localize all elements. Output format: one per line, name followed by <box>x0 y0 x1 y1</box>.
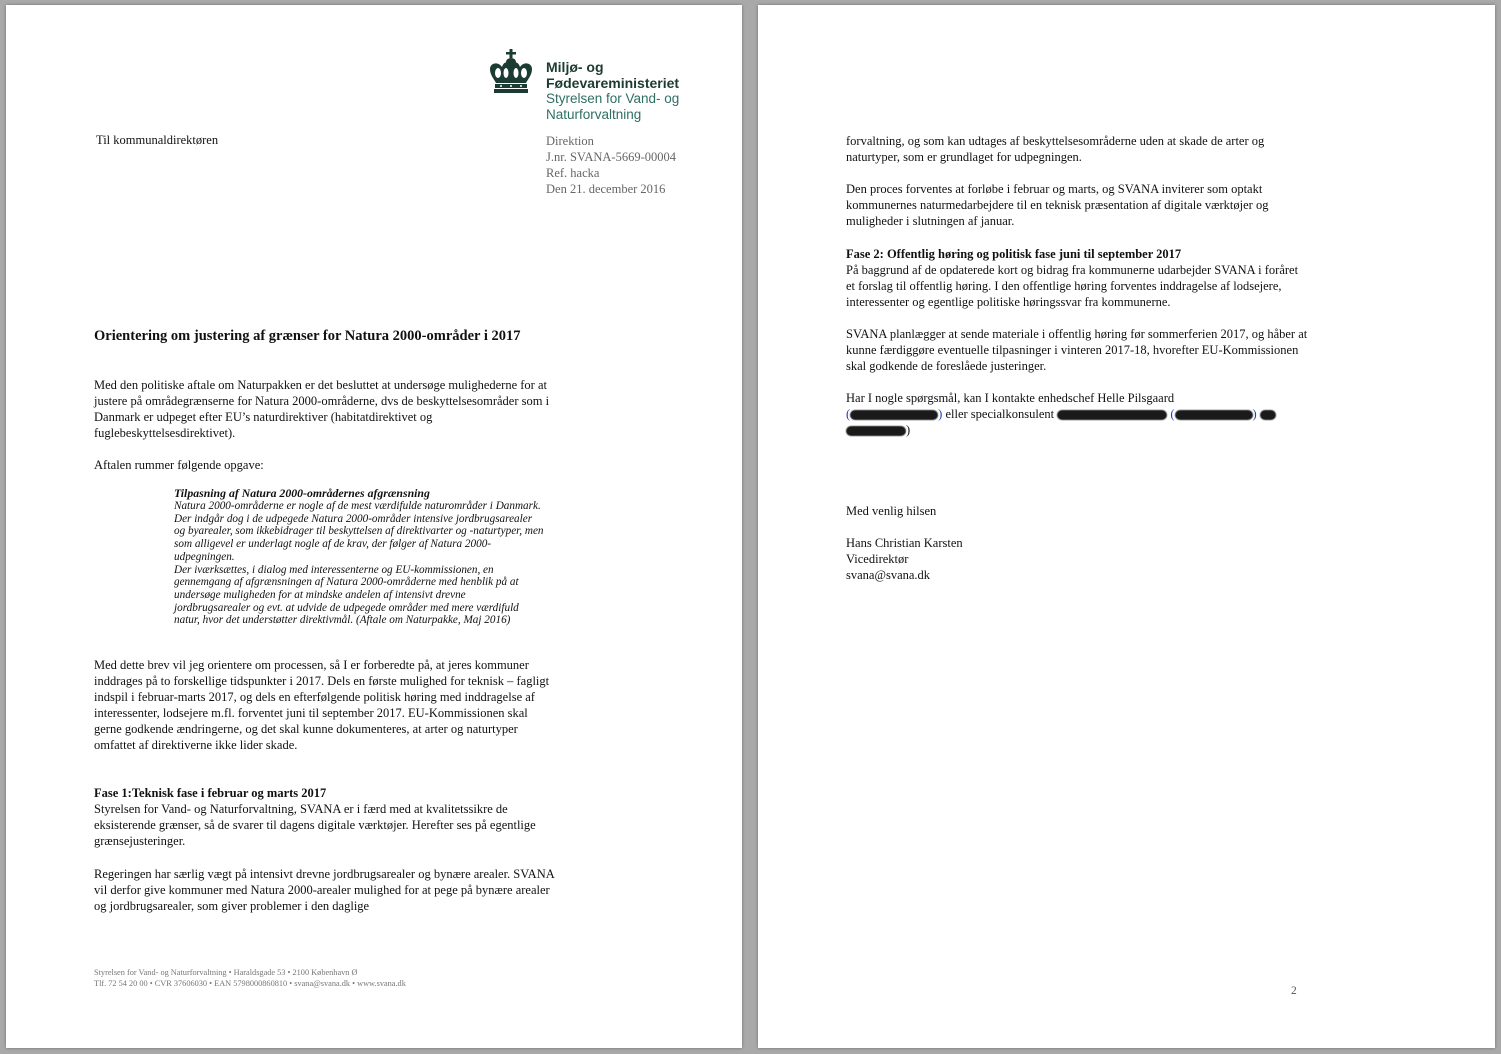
section-fase2 <box>846 246 1308 310</box>
ref-journal-number: J.nr. SVANA-5669-00004 <box>546 150 676 164</box>
paragraph-agreement: Aftalen rummer følgende opgave: <box>94 458 264 472</box>
redacted-email-1 <box>850 410 938 420</box>
ministry-name-line2: Fødevareministeriet <box>546 75 680 91</box>
signer-title: Vicedirektør <box>846 552 909 566</box>
paragraph-process: Med dette brev vil jeg orientere om processen, så I er forberedte på, at jeres kommuner inddrages på to forskellige tidspunkter i 2017. Dels en første mulighed for teknisk – fagligt indspil i februar-marts 2017, og dels en efterfølgende politisk høring med inddragelse af interessenter, lodsejere m.fl. forventet juni til september 2017. EU-Kommissionen skal gerne godkende ændringerne, og det skal kunne dokumenteres, at arter og naturtyper omfattet af direktiverne ikke lider skade. <box>94 658 550 752</box>
fase1-text: Styrelsen for Vand- og Naturforvaltning, SVANA er i færd med at kvalitetssikre de eksisterende grænser, så de svarer til dagens digitale værktøjer. Herefter ses på egentlige grænsejusteringer. <box>94 802 536 848</box>
signer-name: Hans Christian Karsten <box>846 536 963 550</box>
contact-email-link-2[interactable]: ( ) <box>1170 407 1257 421</box>
reference-block <box>546 133 676 197</box>
agency-name-line2: Naturforvaltning <box>546 107 642 122</box>
ref-initials: Ref. hacka <box>546 166 600 180</box>
paragraph-hearing-plan: SVANA planlægger at sende materiale i offentlig høring før sommerferien 2017, og håber at kunne færdiggøre eventuelle tilpasninger i vinteren 2017-18, hvorefter EU-Kommissionen skal godkende de foreslåede justeringer. <box>846 327 1308 373</box>
footer-line-2: Tlf. 72 54 20 00 • CVR 37606030 • EAN 5798000860810 • svana@svana.dk • www.svana.dk <box>94 979 406 988</box>
contact-line-3 <box>846 422 1308 438</box>
recipient: Til kommunaldirektøren <box>96 133 219 147</box>
document-page-2 <box>758 5 1495 1048</box>
contact-email-link-1[interactable]: ( ) <box>846 407 943 421</box>
contact-end: ) <box>906 423 911 437</box>
paragraph-intro: Med den politiske aftale om Naturpakken er det besluttet at undersøge mulighederne for at justere på områdegrænserne for Natura 2000-områderne, dvs de beskyttelsesområder som i Danmark er udpeget efter EU’s naturdirektiver (habitatdirektivet og fuglebeskyttelsesdirektivet). <box>94 378 550 440</box>
page-number: 2 <box>1291 985 1297 997</box>
contact-mid-text: eller specialkonsulent <box>945 407 1055 421</box>
contact-line-1: Har I nogle spørgsmål, kan I kontakte enhedschef Helle Pilsgaard <box>846 391 1175 405</box>
paragraph-process-timing: Den proces forventes at forløbe i februar og marts, og SVANA inviterer som optakt kommunernes naturmedarbejdere til en teknisk præsentation af digitale værktøjer og muligheder i slutningen af januar. <box>846 182 1269 228</box>
page-footer <box>94 967 406 989</box>
signature-block <box>846 535 1308 583</box>
ref-date: Den 21. december 2016 <box>546 182 666 196</box>
redacted-phone-prefix <box>1260 410 1276 420</box>
contact-line-2 <box>846 406 1308 422</box>
logo-text <box>546 59 679 123</box>
fase2-text: På baggrund af de opdaterede kort og bidrag fra kommunerne udarbejder SVANA i foråret et forslag til offentlig høring. I den offentlige høring forventes inddragelse af lodsejere, interessenter og egentlige politiske høringssvar fra kommunerne. <box>846 263 1299 309</box>
ministry-name-line1: Miljø- og <box>546 59 604 75</box>
quote-body-2: Der iværksættes, i dialog med interessenterne og EU-kommissionen, en gennemgang af afgrænsningen af Natura 2000-områderne med henblik på at undersøge muligheden for at mindske andelen af intensivt drevne jordbrugsarealer og evt. at udvide de udpegede områder med mere værdifuld natur, hvor det understøtter direktivmål. (Aftale om Naturpakke, Maj 2016) <box>174 563 519 627</box>
quote-heading: Tilpasning af Natura 2000-områdernes afgrænsning <box>174 486 430 500</box>
signer-email: svana@svana.dk <box>846 568 931 582</box>
agreement-quote <box>174 487 544 627</box>
ref-department: Direktion <box>546 134 594 148</box>
document-page-1 <box>6 5 742 1048</box>
fase1-heading: Fase 1:Teknisk fase i februar og marts 2017 <box>94 786 327 800</box>
letter-title: Orientering om justering af grænser for Natura 2000-områder i 2017 <box>94 328 521 344</box>
redacted-phone <box>846 426 906 436</box>
redacted-email-2 <box>1175 410 1253 420</box>
fase2-heading: Fase 2: Offentlig høring og politisk fase juni til september 2017 <box>846 247 1182 261</box>
paragraph-continuation: forvaltning, og som kan udtages af beskyttelsesområderne uden at skade de arter og naturtyper, som er grundlaget for udpegningen. <box>846 134 1265 164</box>
agency-name-line1: Styrelsen for Vand- og <box>546 91 680 106</box>
section-fase1 <box>94 785 556 849</box>
paragraph-government: Regeringen har særlig vægt på intensivt drevne jordbrugsarealer og bynære arealer. SVANA vil derfor give kommuner med Natura 2000-arealer mulighed for at pege på bynære arealer og jordbrugsarealer, som giver problemer i den daglige <box>94 867 555 913</box>
closing: Med venlig hilsen <box>846 504 937 518</box>
paragraph-contact <box>846 390 1308 438</box>
quote-body-1: Natura 2000-områderne er nogle af de mest værdifulde naturområder i Danmark. Der indgår dog i de udpegede Natura 2000-områder intensive jordbrugsarealer og byarealer, som ikkebidrager til beskyttelsen af direktivarter og -naturtyper, men som alligevel er underlagt nogle af de krav, der følger af Natura 2000-udpegningen. <box>174 500 544 563</box>
crown-icon <box>486 49 536 95</box>
footer-line-1: Styrelsen for Vand- og Naturforvaltning • Haraldsgade 53 • 2100 København Ø <box>94 968 358 977</box>
redacted-name <box>1057 410 1167 420</box>
